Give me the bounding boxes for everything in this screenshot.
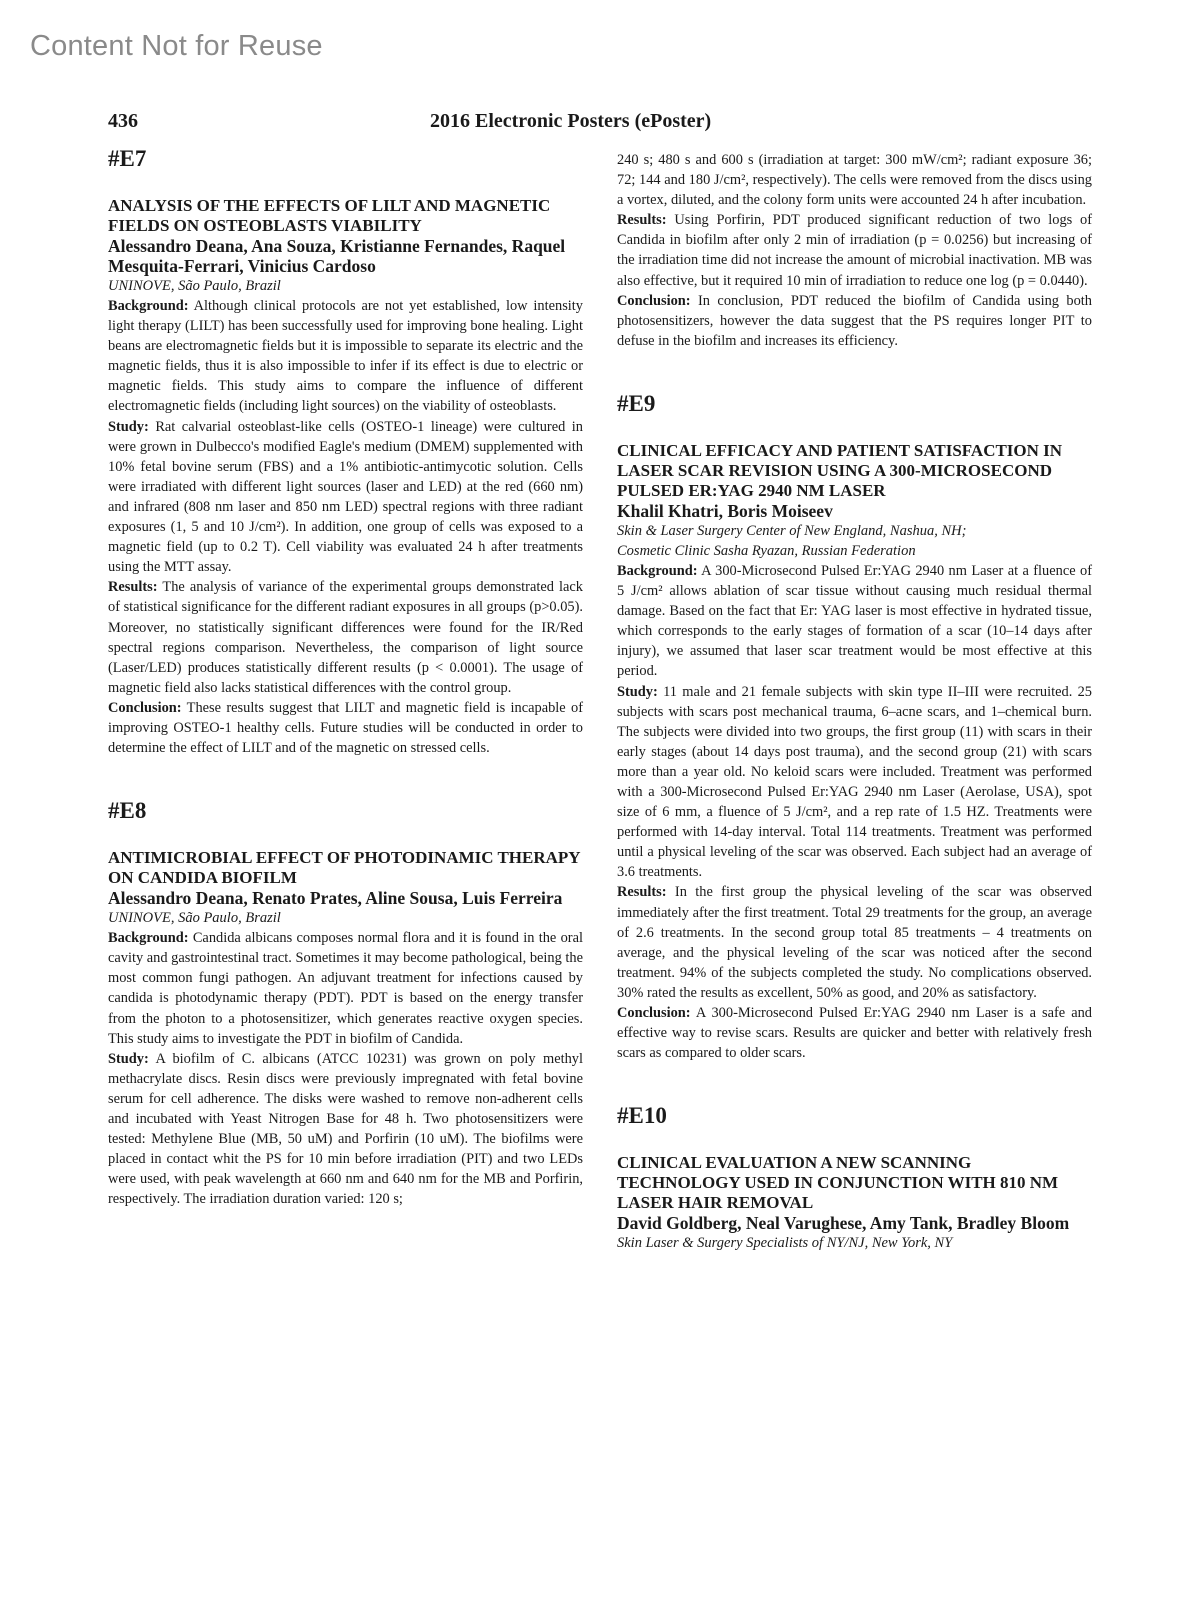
abstract-authors: Alessandro Deana, Ana Souza, Kristianne Fernandes, Raquel Mesquita-Ferrari, Vinicius Cardoso	[108, 236, 566, 276]
section-label: Background:	[108, 298, 189, 314]
conclusion-paragraph	[617, 1003, 1092, 1063]
abstract-e10	[617, 1103, 1092, 1253]
section-text: In the first group the physical leveling of the scar was observed immediately after the first treatment. Total 29 treatments for the group, an average of 2.6 treatments. In the second group total 85 treatments – 4 treatments on average, and the physical leveling of the scar was noticed after the second treatment. 94% of the subjects completed the study. No complications observed. 30% rated the results as excellent, 50% as good, and 20% as satisfactory.	[617, 884, 1092, 1001]
section-text: Although clinical protocols are not yet established, low intensity light therapy (LILT) has been successfully used for improving bone healing. Light beans are electromagnetic fields but it is impossible to separate its electric and the magnetic fields, thus it is also impossible to infer if its effect is due to electric or magnetic fields. This study aims to compare the influence of different electromagnetic fields (including light sources) on the viability of osteoblasts.	[108, 298, 583, 415]
abstract-affiliation: Skin Laser & Surgery Specialists of NY/NJ, New York, NY	[617, 1235, 953, 1252]
abstract-authors: Alessandro Deana, Renato Prates, Aline Sousa, Luis Ferreira	[108, 888, 563, 909]
spacer	[617, 351, 1092, 391]
conclusion-paragraph	[108, 698, 583, 758]
section-label: Conclusion:	[617, 292, 691, 309]
abstract-id: #E7	[108, 146, 147, 171]
results-paragraph	[617, 882, 1092, 1003]
abstract-e8	[108, 798, 583, 1209]
results-paragraph	[108, 577, 583, 698]
section-text: Using Porfirin, PDT produced significant reduction of two logs of Candida in biofilm after only 2 min of irradiation (p = 0.0256) but increasing of the irradiation time did not increase the amount of microbial inactivation. MB was also effective, but it required 10 min of irradiation to reduce one log (p = 0.0440).	[617, 212, 1092, 289]
section-label: Conclusion:	[108, 699, 182, 716]
section-text: These results suggest that LILT and magnetic field is incapable of improving OSTEO-1 healthy cells. Future studies will be conducted in order to determine the effect of LILT and of the magnetic on stressed cells.	[108, 699, 583, 757]
spacer	[108, 758, 583, 798]
results-paragraph	[617, 210, 1092, 290]
background-paragraph	[617, 561, 1092, 682]
section-label: Background:	[617, 562, 698, 579]
section-label: Background:	[108, 930, 189, 947]
abstract-affiliation: UNINOVE, São Paulo, Brazil	[108, 910, 281, 927]
section-label: Results:	[617, 884, 667, 901]
abstract-id: #E10	[617, 1103, 667, 1129]
section-label: Conclusion:	[617, 1005, 691, 1021]
background-paragraph	[108, 928, 583, 1049]
study-paragraph	[108, 1049, 583, 1210]
left-column	[108, 146, 583, 1209]
section-label: Results:	[617, 212, 667, 229]
abstract-e9	[617, 391, 1092, 1063]
spacer	[617, 1063, 1092, 1103]
section-label: Results:	[108, 579, 158, 596]
abstract-authors: Khalil Khatri, Boris Moiseev	[617, 500, 833, 521]
abstract-title: ANALYSIS OF THE EFFECTS OF LILT AND MAGNETIC FIELDS ON OSTEOBLASTS VIABILITY	[108, 196, 551, 235]
abstract-affiliation: Skin & Laser Surgery Center of New England, Nashua, NH;	[617, 522, 967, 539]
section-text: 11 male and 21 female subjects with skin type II–III were recruited. 25 subjects with scars post mechanical trauma, 6–acne scars, and 1–chemical burn. The subjects were divided into two groups, the first group (11) with scars in their early stages (about 14 days post trauma), and the second group (21) with scars more than a year old. No keloid scars were included. Treatment was performed with a 300-Microsecond Pulsed Er:YAG 2940 nm Laser (Aerolase, USA), spot size of 6 mm, a fluence of 5 J/cm², and a rep rate of 1.5 HZ. Treatments were performed with 14-day interval. Total 114 treatments. Treatment was performed until a physical leveling of the scar was observed. Each subject had an average of 3.6 treatments.	[617, 683, 1092, 881]
abstract-id: #E8	[108, 798, 147, 824]
background-paragraph	[108, 296, 583, 417]
section-text: The analysis of variance of the experimental groups demonstrated lack of statistical significance for the different radiant exposures in all groups (p>0.05). Moreover, no statistically significant differences were found for the IR/Red spectral regions comparison. Nevertheless, the comparison of light source (Laser/LED) produces statistically different results (p < 0.0001). The usage of magnetic field also lacks statistical differences with the control group.	[108, 579, 584, 696]
section-text: A 300-Microsecond Pulsed Er:YAG 2940 nm Laser is a safe and effective way to revise scars. Results are quicker and better with relatively fresh scars as compared to older scars.	[617, 1005, 1092, 1062]
study-paragraph	[617, 682, 1092, 883]
section-text: Candida albicans composes normal flora and it is found in the oral cavity and gastrointestinal tract. Sometimes it may become pathological, being the most common fungi pathogen. An adjuvant treatment for infections caused by candida is photodynamic therapy (PDT). PDT is based on the energy transfer from the photon to a photosensitizer, which generates reactive oxygen species. This study aims to investigate the PDT in biofilm of Candida.	[108, 930, 583, 1047]
section-label: Study:	[108, 418, 149, 435]
running-title: 2016 Electronic Posters (ePoster)	[430, 110, 712, 132]
section-text: A biofilm of C. albicans (ATCC 10231) was grown on poly methyl methacrylate discs. Resin discs were previously impregnated with fetal bovine serum for cell adherence. The disks were washed to remove non-adherent cells and incubated with Yeast Nitrogen Base for 48 h. Two photosensitizers were tested: Methylene Blue (MB, 50 uM) and Porfirin (10 uM). The biofilms were placed in contact whit the PS for 10 min before irradiation (PIT) and two LEDs were used, with peak wavelength at 660 nm and 640 nm for the MB and Porfirin, respectively. The irradiation duration varied: 120 s;	[108, 1050, 583, 1208]
section-text: Rat calvarial osteoblast-like cells (OSTEO-1 lineage) were cultured in were grown in Dulbecco's modified Eagle's medium (DMEM) supplemented with 10% fetal bovine serum (FBS) and a 1% antibiotic-antimycotic solution. Cells were irradiated with different light sources (laser and LED) at the red (660 nm) and infrared (808 nm laser and 850 nm LED) spectral regions with three radiant exposures (1, 5 and 10 J/cm²). In addition, one group of cells was exposed to a magnetic field (up to 0.2 T). Cell viability was evaluated 24 h after treatments using the MTT assay.	[108, 418, 583, 576]
right-column	[617, 150, 1092, 1253]
abstract-e8-continued	[617, 150, 1092, 351]
abstract-e7	[108, 146, 583, 758]
section-label: Study:	[617, 683, 658, 700]
study-paragraph-continued: 240 s; 480 s and 600 s (irradiation at target: 300 mW/cm²; radiant exposure 36; 72; 144 and 180 J/cm², respectively). The cells were removed from the discs using a vortex, diluted, and the colony form units were accounted 24 h after incubation.	[617, 152, 1092, 209]
page-number: 436	[108, 110, 138, 132]
abstract-title: CLINICAL EFFICACY AND PATIENT SATISFACTION IN LASER SCAR REVISION USING A 300-MICROSECOND PULSED ER:YAG 2940 NM LASER	[617, 440, 1063, 500]
abstract-title: ANTIMICROBIAL EFFECT OF PHOTODINAMIC THERAPY ON CANDIDA BIOFILM	[108, 848, 580, 888]
abstract-title: CLINICAL EVALUATION A NEW SCANNING TECHNOLOGY USED IN CONJUNCTION WITH 810 NM LASER HAIR REMOVAL	[617, 1153, 1059, 1213]
abstract-affiliation: Cosmetic Clinic Sasha Ryazan, Russian Federation	[617, 542, 916, 559]
abstract-authors: David Goldberg, Neal Varughese, Amy Tank, Bradley Bloom	[617, 1213, 1070, 1234]
abstract-id: #E9	[617, 390, 656, 416]
section-text: In conclusion, PDT reduced the biofilm of Candida using both photosensitizers, however the data suggest that the PS requires longer PIT to defuse in the biofilm and increases its efficiency.	[617, 292, 1092, 349]
conclusion-paragraph	[617, 291, 1092, 351]
section-label: Study:	[108, 1050, 149, 1067]
section-text: A 300-Microsecond Pulsed Er:YAG 2940 nm Laser at a fluence of 5 J/cm² allows ablation of scar tissue without causing much residual thermal damage. Based on the fact that Er: YAG laser is most effective in hydrated tissue, which corresponds to the early stages of formation of a scar (10–14 days after injury), we assumed that laser scar treatment would be most effective at this period.	[617, 562, 1092, 680]
abstract-affiliation: UNINOVE, São Paulo, Brazil	[108, 278, 281, 294]
watermark: Content Not for Reuse	[30, 30, 323, 62]
study-paragraph	[108, 417, 583, 578]
